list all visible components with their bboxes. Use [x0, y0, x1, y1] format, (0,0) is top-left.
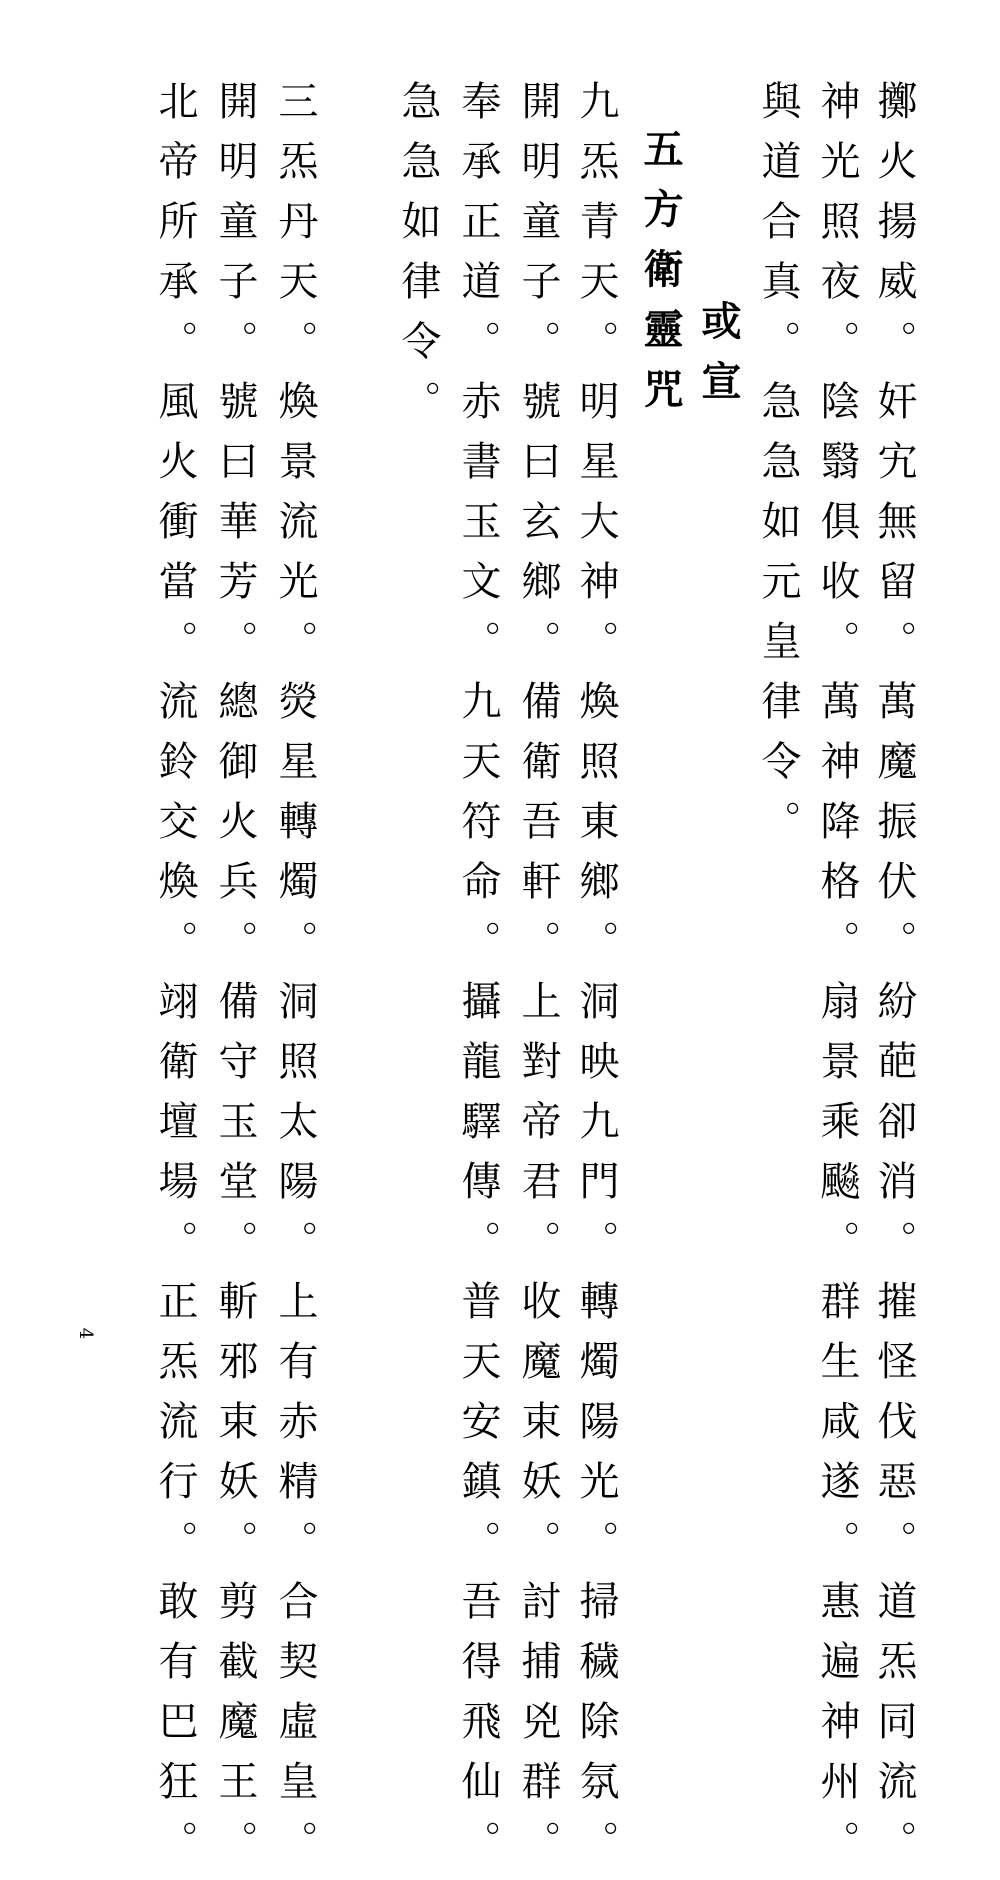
text-column-3: 與道合真。急急如元皇律令。 — [755, 80, 801, 860]
page-number: 4 — [75, 1327, 97, 1340]
section-note: 或宣 — [695, 300, 742, 420]
section-title: 五方衛靈咒 — [637, 128, 684, 428]
text-column-6: 九炁青天。明星大神。煥照東鄉。洞映九門。轉燭陽光。掃穢除氛。 — [573, 80, 619, 1880]
text-column-11: 開明童子。號曰華芳。總御火兵。備守玉堂。斬邪束妖。剪截魔王。 — [212, 80, 258, 1880]
text-column-1: 擲火揚威。奸宄無留。萬魔振伏。紛葩卻消。摧怪伐惡。道炁同流。 — [871, 80, 917, 1880]
text-column-10: 三炁丹天。煥景流光。熒星轉燭。洞照太陽。上有赤精。合契虛皇。 — [272, 80, 318, 1880]
text-column-8: 奉承正道。赤書玉文。九天符命。攝龍驛傳。普天安鎮。吾得飛仙。 — [455, 80, 501, 1880]
text-column-2: 神光照夜。陰翳俱收。萬神降格。扇景乘飈。群生咸遂。惠遍神州。 — [814, 80, 860, 1880]
text-column-9: 急急如律令。 — [395, 80, 441, 440]
text-column-12: 北帝所承。風火衝當。流鈴交煥。翊衛壇場。正炁流行。敢有巴狂。 — [152, 80, 198, 1880]
text-column-7: 開明童子。號曰玄鄉。備衛吾軒。上對帝君。收魔束妖。討捕兇群。 — [515, 80, 561, 1880]
